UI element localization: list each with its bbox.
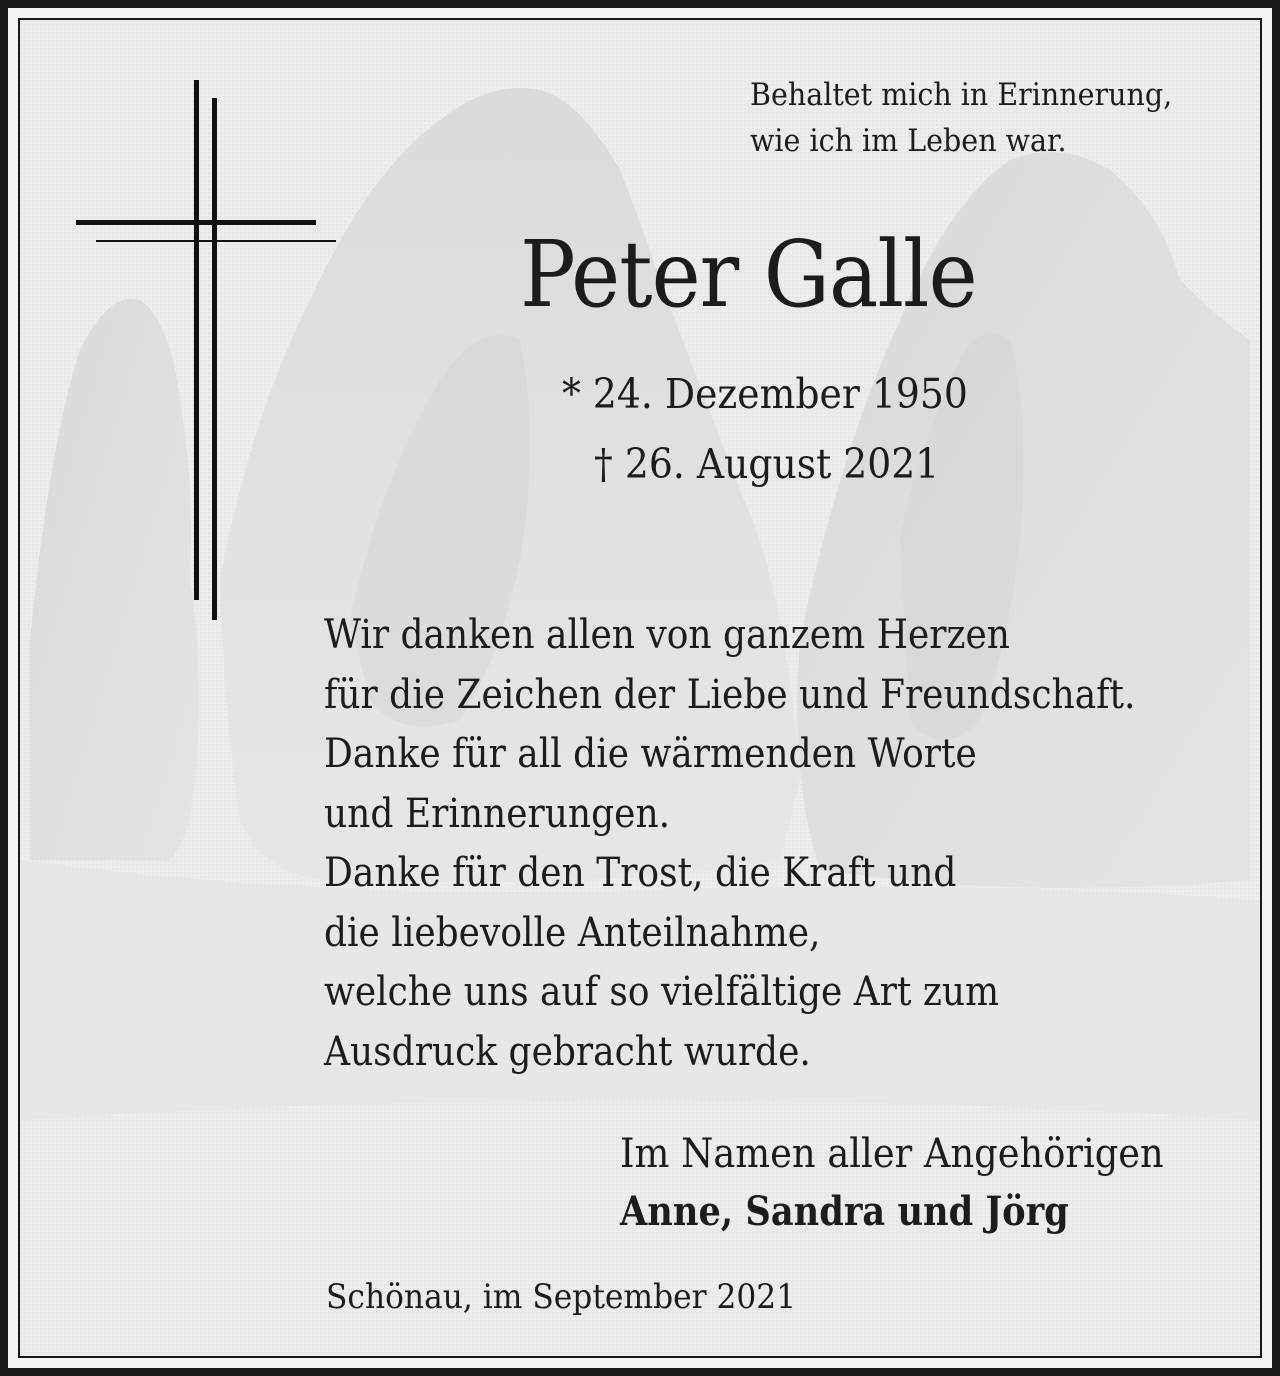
deceased-name: Peter Galle bbox=[520, 221, 977, 328]
motto-line: wie ich im Leben war. bbox=[750, 123, 1067, 159]
thanks-text bbox=[324, 606, 1135, 1082]
motto bbox=[750, 72, 1172, 164]
thanks-line: Wir danken allen von ganzem Herzen bbox=[324, 612, 1010, 658]
thanks-line: für die Zeichen der Liebe und Freundschaft. bbox=[324, 671, 1136, 718]
notice-outer-frame bbox=[8, 8, 1272, 1368]
thanks-line: und Erinnerungen. bbox=[324, 790, 671, 837]
thanks-line: Ausdruck gebracht wurde. bbox=[324, 1028, 811, 1075]
place-date: Schönau, im September 2021 bbox=[326, 1277, 797, 1317]
thanks-line: welche uns auf so vielfältige Art zum bbox=[324, 969, 1000, 1015]
family-names: Anne, Sandra und Jörg bbox=[620, 1188, 1069, 1235]
motto-line: Behaltet mich in Erinnerung, bbox=[750, 77, 1173, 113]
birth-date: * 24. Dezember 1950 bbox=[562, 370, 968, 418]
obituary-notice bbox=[18, 18, 1262, 1358]
thanks-line: Danke für all die wärmenden Worte bbox=[324, 731, 977, 777]
thanks-line: die liebevolle Anteilnahme, bbox=[324, 909, 821, 956]
thanks-line: Danke für den Trost, die Kraft und bbox=[324, 850, 957, 896]
cross-icon bbox=[76, 70, 346, 630]
death-date: † 26. August 2021 bbox=[594, 440, 940, 488]
family-intro: Im Namen aller Angehörigen bbox=[620, 1131, 1164, 1177]
